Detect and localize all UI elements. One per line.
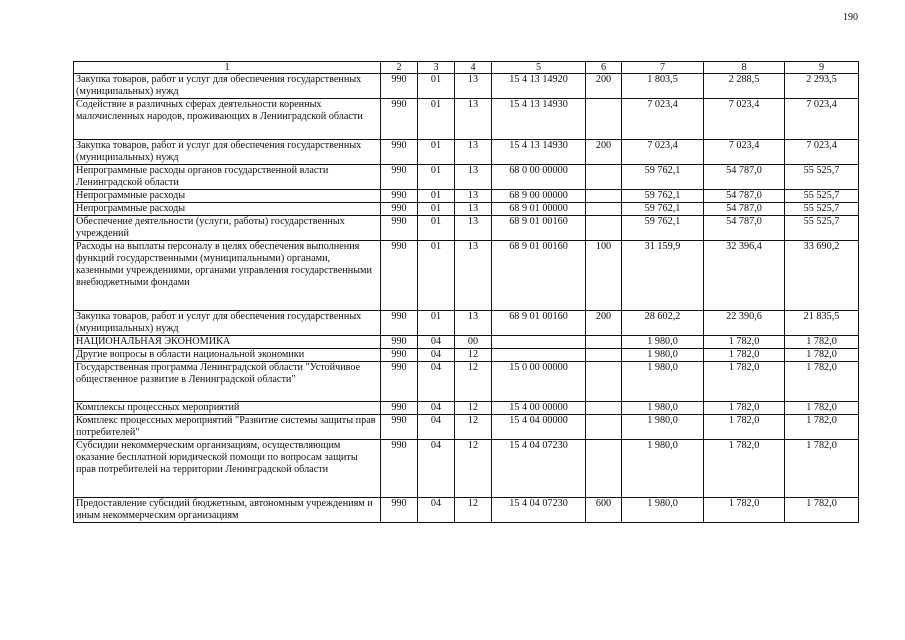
column-header: 3 bbox=[418, 62, 455, 74]
row-name-cell: Расходы на выплаты персоналу в целях обеспечения выполнения функций государственными (муниципальными) органами, казенными учреждениями, органами управления государственными внебюджетными фондами bbox=[74, 241, 381, 311]
table-cell: 7 023,4 bbox=[622, 99, 704, 140]
table-cell: 990 bbox=[381, 203, 418, 216]
row-name-cell: Непрограммные расходы bbox=[74, 190, 381, 203]
table-cell: 01 bbox=[418, 74, 455, 99]
table-cell: 04 bbox=[418, 402, 455, 415]
table-cell: 1 782,0 bbox=[785, 349, 859, 362]
table-cell: 1 980,0 bbox=[622, 349, 704, 362]
table-cell: 990 bbox=[381, 190, 418, 203]
table-cell: 54 787,0 bbox=[704, 216, 785, 241]
table-cell: 68 9 00 00000 bbox=[492, 190, 586, 203]
table-cell: 1 980,0 bbox=[622, 440, 704, 498]
budget-table bbox=[73, 61, 859, 523]
table-cell: 990 bbox=[381, 165, 418, 190]
table-row bbox=[74, 74, 859, 99]
table-cell: 990 bbox=[381, 241, 418, 311]
table-row bbox=[74, 498, 859, 523]
table-cell: 990 bbox=[381, 74, 418, 99]
table-cell: 1 782,0 bbox=[704, 498, 785, 523]
row-name-cell: НАЦИОНАЛЬНАЯ ЭКОНОМИКА bbox=[74, 336, 381, 349]
table-cell: 15 4 04 07230 bbox=[492, 498, 586, 523]
table-cell: 54 787,0 bbox=[704, 190, 785, 203]
table-cell: 13 bbox=[455, 99, 492, 140]
table-cell: 15 4 13 14930 bbox=[492, 99, 586, 140]
table-cell: 1 980,0 bbox=[622, 498, 704, 523]
table-cell: 990 bbox=[381, 311, 418, 336]
row-name-cell: Субсидии некоммерческим организациям, осуществляющим оказание бесплатной юридической помощи по вопросам защиты прав потребителей на территории Ленинградской области bbox=[74, 440, 381, 498]
table-cell: 55 525,7 bbox=[785, 203, 859, 216]
table-cell: 68 9 01 00160 bbox=[492, 216, 586, 241]
row-name-cell: Комплексы процессных мероприятий bbox=[74, 402, 381, 415]
table-cell bbox=[586, 165, 622, 190]
table-cell: 04 bbox=[418, 336, 455, 349]
column-header: 1 bbox=[74, 62, 381, 74]
row-name-cell: Комплекс процессных мероприятий "Развитие системы защиты прав потребителей" bbox=[74, 415, 381, 440]
table-row bbox=[74, 203, 859, 216]
table-cell: 1 980,0 bbox=[622, 402, 704, 415]
table-cell: 1 782,0 bbox=[704, 336, 785, 349]
table-cell: 1 980,0 bbox=[622, 336, 704, 349]
table-cell: 7 023,4 bbox=[622, 140, 704, 165]
table-row bbox=[74, 165, 859, 190]
table-cell: 1 782,0 bbox=[704, 415, 785, 440]
table-row bbox=[74, 349, 859, 362]
table-cell: 990 bbox=[381, 349, 418, 362]
table-row bbox=[74, 311, 859, 336]
table-cell: 200 bbox=[586, 140, 622, 165]
table-cell bbox=[586, 190, 622, 203]
table-cell: 55 525,7 bbox=[785, 165, 859, 190]
table-cell: 59 762,1 bbox=[622, 203, 704, 216]
table-cell: 7 023,4 bbox=[785, 99, 859, 140]
column-header: 5 bbox=[492, 62, 586, 74]
table-header bbox=[74, 62, 859, 74]
table-cell: 1 782,0 bbox=[785, 440, 859, 498]
table-cell: 990 bbox=[381, 216, 418, 241]
table-cell: 600 bbox=[586, 498, 622, 523]
table-cell: 13 bbox=[455, 74, 492, 99]
table-cell: 31 159,9 bbox=[622, 241, 704, 311]
table-cell: 04 bbox=[418, 498, 455, 523]
row-name-cell: Предоставление субсидий бюджетным, автономным учреждениям и иным некоммерческим организациям bbox=[74, 498, 381, 523]
table-cell: 15 4 04 07230 bbox=[492, 440, 586, 498]
table-cell bbox=[586, 402, 622, 415]
table-cell: 13 bbox=[455, 311, 492, 336]
table-cell: 1 803,5 bbox=[622, 74, 704, 99]
table-cell: 15 4 13 14920 bbox=[492, 74, 586, 99]
table-cell: 13 bbox=[455, 140, 492, 165]
table-cell: 68 9 01 00160 bbox=[492, 311, 586, 336]
table-cell: 12 bbox=[455, 415, 492, 440]
table-cell: 01 bbox=[418, 190, 455, 203]
table-cell bbox=[586, 349, 622, 362]
table-cell bbox=[586, 440, 622, 498]
table-row bbox=[74, 440, 859, 498]
table-cell bbox=[586, 99, 622, 140]
table-cell: 15 4 13 14930 bbox=[492, 140, 586, 165]
table-cell: 01 bbox=[418, 140, 455, 165]
table-cell: 7 023,4 bbox=[785, 140, 859, 165]
table-cell: 54 787,0 bbox=[704, 203, 785, 216]
table-cell: 54 787,0 bbox=[704, 165, 785, 190]
row-name-cell: Непрограммные расходы bbox=[74, 203, 381, 216]
table-row bbox=[74, 241, 859, 311]
table-cell: 200 bbox=[586, 311, 622, 336]
table-cell: 990 bbox=[381, 440, 418, 498]
table-body bbox=[74, 74, 859, 523]
table-cell: 01 bbox=[418, 311, 455, 336]
table-cell bbox=[586, 203, 622, 216]
column-header: 4 bbox=[455, 62, 492, 74]
table-cell: 990 bbox=[381, 498, 418, 523]
table-cell: 22 390,6 bbox=[704, 311, 785, 336]
table-cell: 1 782,0 bbox=[704, 440, 785, 498]
table-row bbox=[74, 362, 859, 402]
table-row bbox=[74, 216, 859, 241]
table-row bbox=[74, 336, 859, 349]
table-cell: 1 782,0 bbox=[785, 415, 859, 440]
table-cell: 04 bbox=[418, 415, 455, 440]
table-row bbox=[74, 99, 859, 140]
table-cell: 59 762,1 bbox=[622, 165, 704, 190]
table-cell: 7 023,4 bbox=[704, 99, 785, 140]
table-cell: 68 0 00 00000 bbox=[492, 165, 586, 190]
row-name-cell: Закупка товаров, работ и услуг для обеспечения государственных (муниципальных) нужд bbox=[74, 311, 381, 336]
table-cell: 13 bbox=[455, 241, 492, 311]
column-header: 2 bbox=[381, 62, 418, 74]
table-cell: 01 bbox=[418, 99, 455, 140]
table-cell: 990 bbox=[381, 99, 418, 140]
table-row bbox=[74, 190, 859, 203]
table-cell bbox=[586, 362, 622, 402]
table-cell: 990 bbox=[381, 140, 418, 165]
table-cell: 13 bbox=[455, 190, 492, 203]
table-cell: 04 bbox=[418, 440, 455, 498]
table-cell: 1 782,0 bbox=[785, 402, 859, 415]
table-row bbox=[74, 415, 859, 440]
table-cell: 01 bbox=[418, 241, 455, 311]
table-cell bbox=[492, 336, 586, 349]
table-cell bbox=[586, 415, 622, 440]
table-cell: 1 782,0 bbox=[785, 336, 859, 349]
table-cell: 1 782,0 bbox=[704, 349, 785, 362]
table-row bbox=[74, 402, 859, 415]
table-cell: 04 bbox=[418, 349, 455, 362]
table-cell: 1 782,0 bbox=[704, 402, 785, 415]
table-cell: 01 bbox=[418, 165, 455, 190]
column-header: 7 bbox=[622, 62, 704, 74]
row-name-cell: Содействие в различных сферах деятельности коренных малочисленных народов, проживающих в Ленинградской области bbox=[74, 99, 381, 140]
table-cell: 12 bbox=[455, 362, 492, 402]
table-cell: 1 782,0 bbox=[785, 498, 859, 523]
table-cell: 59 762,1 bbox=[622, 216, 704, 241]
table-cell: 59 762,1 bbox=[622, 190, 704, 203]
table-cell: 15 4 04 00000 bbox=[492, 415, 586, 440]
row-name-cell: Государственная программа Ленинградской области "Устойчивое общественное развитие в Ленинградской области" bbox=[74, 362, 381, 402]
table-cell: 12 bbox=[455, 402, 492, 415]
table-cell: 28 602,2 bbox=[622, 311, 704, 336]
table-cell: 990 bbox=[381, 362, 418, 402]
page-number: 190 bbox=[843, 12, 858, 23]
table-cell: 12 bbox=[455, 498, 492, 523]
table-row bbox=[74, 140, 859, 165]
table-cell: 12 bbox=[455, 349, 492, 362]
row-name-cell: Закупка товаров, работ и услуг для обеспечения государственных (муниципальных) нужд bbox=[74, 74, 381, 99]
table-cell: 990 bbox=[381, 402, 418, 415]
table-cell: 1 782,0 bbox=[704, 362, 785, 402]
table-cell: 68 9 01 00000 bbox=[492, 203, 586, 216]
table-cell: 68 9 01 00160 bbox=[492, 241, 586, 311]
header-row bbox=[74, 62, 859, 74]
table-cell: 55 525,7 bbox=[785, 190, 859, 203]
table-cell: 1 782,0 bbox=[785, 362, 859, 402]
row-name-cell: Другие вопросы в области национальной экономики bbox=[74, 349, 381, 362]
table-cell: 200 bbox=[586, 74, 622, 99]
table-cell: 04 bbox=[418, 362, 455, 402]
table-cell: 990 bbox=[381, 415, 418, 440]
table-cell: 13 bbox=[455, 216, 492, 241]
table-cell: 2 288,5 bbox=[704, 74, 785, 99]
table-cell: 01 bbox=[418, 203, 455, 216]
table-cell: 15 0 00 00000 bbox=[492, 362, 586, 402]
table-cell: 32 396,4 bbox=[704, 241, 785, 311]
table-cell bbox=[492, 349, 586, 362]
table-cell: 15 4 00 00000 bbox=[492, 402, 586, 415]
table-cell: 1 980,0 bbox=[622, 362, 704, 402]
table-cell: 55 525,7 bbox=[785, 216, 859, 241]
table-cell: 01 bbox=[418, 216, 455, 241]
table-cell: 00 bbox=[455, 336, 492, 349]
row-name-cell: Непрограммные расходы органов государственной власти Ленинградской области bbox=[74, 165, 381, 190]
table-cell: 1 980,0 bbox=[622, 415, 704, 440]
row-name-cell: Обеспечение деятельности (услуги, работы) государственных учреждений bbox=[74, 216, 381, 241]
table-cell: 13 bbox=[455, 203, 492, 216]
column-header: 9 bbox=[785, 62, 859, 74]
column-header: 6 bbox=[586, 62, 622, 74]
column-header: 8 bbox=[704, 62, 785, 74]
table-cell: 100 bbox=[586, 241, 622, 311]
table-cell: 13 bbox=[455, 165, 492, 190]
table-cell: 12 bbox=[455, 440, 492, 498]
table-cell: 990 bbox=[381, 336, 418, 349]
table-cell bbox=[586, 336, 622, 349]
row-name-cell: Закупка товаров, работ и услуг для обеспечения государственных (муниципальных) нужд bbox=[74, 140, 381, 165]
table-cell: 7 023,4 bbox=[704, 140, 785, 165]
table-cell: 2 293,5 bbox=[785, 74, 859, 99]
table-cell bbox=[586, 216, 622, 241]
table-cell: 33 690,2 bbox=[785, 241, 859, 311]
table-cell: 21 835,5 bbox=[785, 311, 859, 336]
